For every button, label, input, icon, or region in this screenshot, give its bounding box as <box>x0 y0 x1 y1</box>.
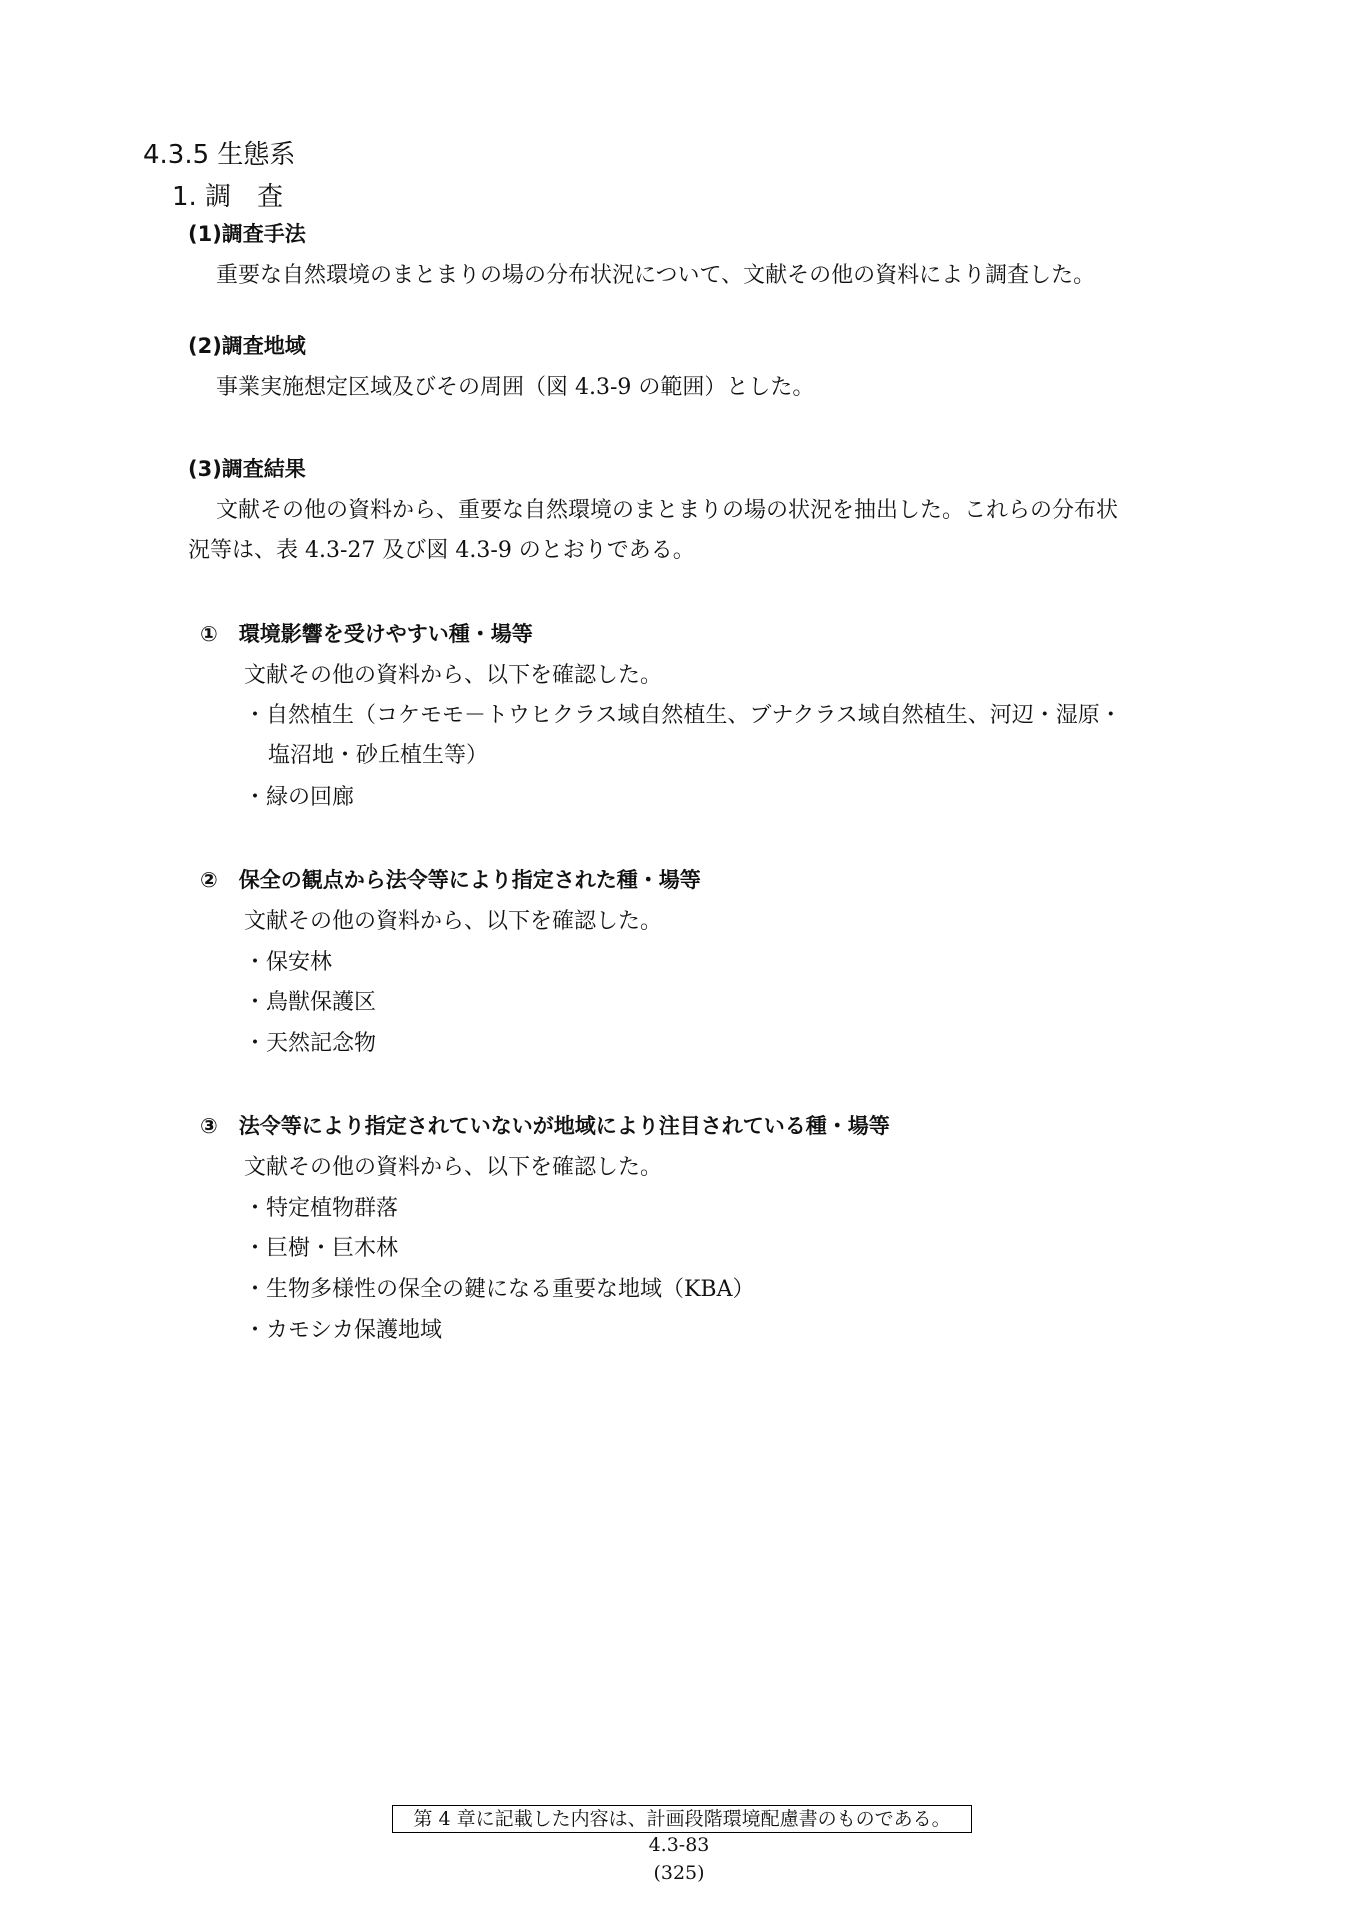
item1-bullet2: ・緑の回廊 <box>244 785 355 810</box>
area-heading: (2)調査地域 <box>188 334 306 358</box>
results-text-line2: 況等は、表 4.3-27 及び図 4.3-9 のとおりである。 <box>188 538 695 563</box>
method-text: 重要な自然環境のまとまりの場の分布状況について、文献その他の資料により調査した。 <box>216 263 1096 288</box>
item3-intro: 文献その他の資料から、以下を確認した。 <box>244 1155 663 1180</box>
section-title: 4.3.5 生態系 <box>143 140 296 170</box>
total-page-number: (325) <box>653 1862 705 1884</box>
item1-bullet1-cont: 塩沼地・砂丘植生等） <box>268 743 489 768</box>
item2-bullet: ・鳥獣保護区 <box>244 990 377 1015</box>
area-text: 事業実施想定区域及びその周囲（図 4.3-9 の範囲）とした。 <box>216 375 815 400</box>
item2-bullet: ・天然記念物 <box>244 1031 377 1056</box>
footer-note-box: 第 4 章に記載した内容は、計画段階環境配慮書のものである。 <box>392 1805 972 1833</box>
item3-bullet: ・巨樹・巨木林 <box>244 1236 399 1261</box>
item1-intro: 文献その他の資料から、以下を確認した。 <box>244 663 663 688</box>
item2-bullet: ・保安林 <box>244 950 333 975</box>
item3-bullet: ・カモシカ保護地域 <box>244 1318 443 1343</box>
subsection-title: 1. 調 査 <box>172 182 284 212</box>
item1-heading: ① 環境影響を受けやすい種・場等 <box>200 622 533 646</box>
page-number: 4.3-83 <box>648 1834 710 1856</box>
item3-bullet: ・特定植物群落 <box>244 1196 399 1221</box>
results-text-line1: 文献その他の資料から、重要な自然環境のまとまりの場の状況を抽出した。これらの分布状 <box>216 498 1119 523</box>
item1-bullet1: ・自然植生（コケモモ－トウヒクラス域自然植生、ブナクラス域自然植生、河辺・湿原・ <box>244 703 1122 728</box>
item2-heading: ② 保全の観点から法令等により指定された種・場等 <box>200 868 701 892</box>
item3-heading: ③ 法令等により指定されていないが地域により注目されている種・場等 <box>200 1114 890 1138</box>
method-heading: (1)調査手法 <box>188 222 306 246</box>
results-heading: (3)調査結果 <box>188 457 306 481</box>
item3-bullet: ・生物多様性の保全の鍵になる重要な地域（KBA） <box>244 1277 755 1302</box>
item2-intro: 文献その他の資料から、以下を確認した。 <box>244 909 663 934</box>
